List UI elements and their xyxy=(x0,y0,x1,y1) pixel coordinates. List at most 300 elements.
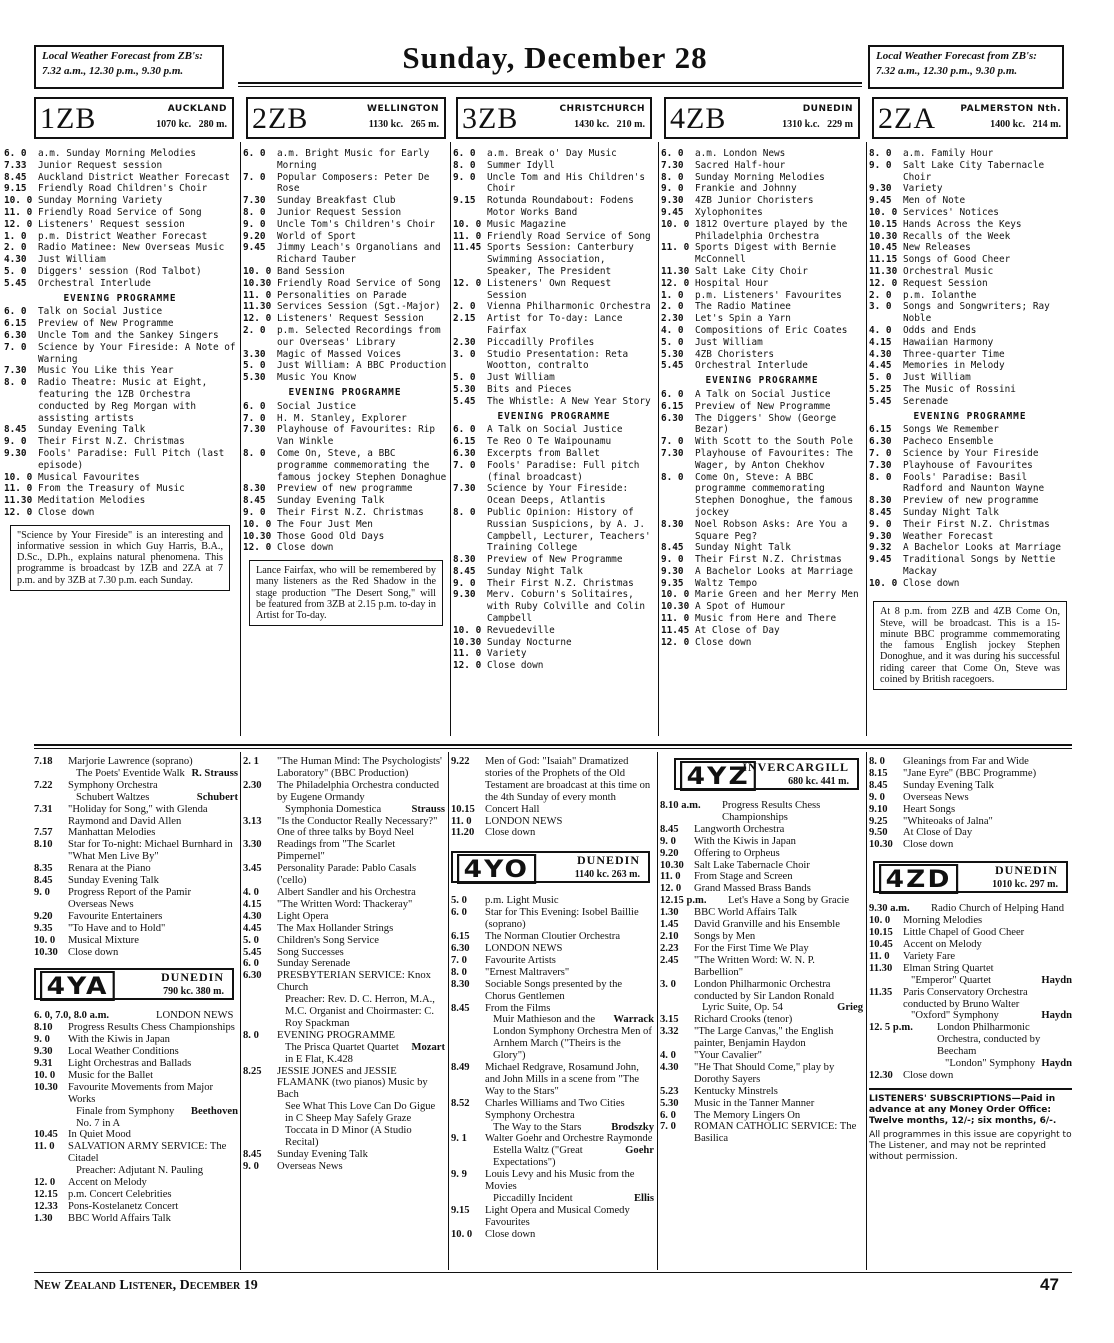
programme-time: 7.30 xyxy=(869,459,892,471)
programme-time: 11.45 xyxy=(661,624,690,636)
programme-title: Close down xyxy=(485,1228,536,1240)
programme-title: H. M. Stanley, Explorer xyxy=(277,412,407,424)
programme-item xyxy=(660,836,863,848)
programme-item xyxy=(451,827,654,839)
composer: Strauss xyxy=(411,803,445,815)
programme-item xyxy=(451,967,654,979)
programme-title: Jimmy Leach's Organolians and Richard Tauber xyxy=(277,242,441,266)
programme-title: Just William xyxy=(695,336,763,348)
schedule-2za xyxy=(869,148,1071,690)
programme-time: 6.15 xyxy=(4,318,27,330)
programme-time: 11. 0 xyxy=(660,871,681,883)
programme-title: Radio Theatre: Music at Eight, featuring the 1ZB Orchestra conducted by Reg Morgan with assisting artists xyxy=(38,377,208,424)
weather-forecast-left xyxy=(34,45,224,89)
programme-item xyxy=(453,372,655,384)
programme-item xyxy=(243,172,447,196)
programme-title: Radio Church of Helping Hand xyxy=(931,903,1064,915)
programme-title: Preview of New Programme xyxy=(487,554,623,566)
programme-title: Symphony Orchestra xyxy=(68,779,158,791)
programme-title: a.m. London News xyxy=(695,148,786,159)
programme-item xyxy=(661,325,863,337)
schedule-4zb xyxy=(661,148,863,648)
programme-time: 6. 0 xyxy=(660,1109,676,1121)
programme-title: Little Chapel of Good Cheer xyxy=(903,927,1025,939)
programme-time: 2.15 xyxy=(453,313,476,325)
programme-item xyxy=(34,1034,238,1046)
station-header-1zb xyxy=(34,97,234,139)
station-freq: 1130 kc. 265 m. xyxy=(368,119,439,130)
programme-title: Sunday Evening Talk xyxy=(68,875,159,887)
programme-item xyxy=(34,1201,238,1213)
programme-item xyxy=(243,424,447,448)
programme-subtitle: Symphonia Domestica xyxy=(285,803,382,815)
programme-time: 2.23 xyxy=(660,942,679,954)
programme-title: Xylophonites xyxy=(695,206,763,218)
programme-time: 6. 0 xyxy=(243,400,266,412)
programme-time: 8. 0 xyxy=(661,471,684,483)
programme-time: 9.45 xyxy=(661,206,684,218)
programme-item xyxy=(869,160,1071,184)
programme-item xyxy=(451,1098,654,1134)
programme-title: Playhouse of Favourites: The Wager, by Anton Chekhov xyxy=(695,447,854,471)
programme-time: 8. 0 xyxy=(453,506,476,518)
programme-item xyxy=(243,360,447,372)
programme-time: 5.45 xyxy=(243,946,262,958)
station-call: 4YO xyxy=(457,854,536,884)
programme-time: 8.45 xyxy=(869,779,888,791)
programme-item xyxy=(4,424,236,436)
programme-item xyxy=(660,1086,863,1098)
station-freq: 1070 kc. 280 m. xyxy=(156,119,227,130)
programme-time: 9.45 xyxy=(243,242,266,254)
programme-item xyxy=(243,1030,445,1066)
programme-title: Grand Massed Brass Bands xyxy=(694,883,811,895)
programme-item xyxy=(4,183,236,195)
programme-item xyxy=(661,301,863,313)
programme-title: A Talk on Social Justice xyxy=(487,424,623,436)
programme-title: Salt Lake City Choir xyxy=(695,265,808,277)
programme-title: Their First N.Z. Christmas xyxy=(903,518,1050,530)
programme-time: 10.30 xyxy=(243,530,272,542)
programme-item xyxy=(243,448,447,483)
programme-title: From the Treasury of Music xyxy=(38,483,185,495)
programme-time: 9.35 xyxy=(661,577,684,589)
programme-title: p.m. Light Music xyxy=(485,895,559,907)
programme-time: 9.30 xyxy=(34,1046,53,1058)
programme-item xyxy=(453,172,655,196)
programme-title: Music You Like this Year xyxy=(38,365,174,377)
composer: Brodszky xyxy=(611,1121,654,1133)
programme-title: Piccadilly Profiles xyxy=(487,336,595,348)
programme-item xyxy=(243,958,445,970)
programme-item xyxy=(661,554,863,566)
programme-title: "Is the Conductor Really Necessary?" One of three talks by Boyd Neel xyxy=(277,815,438,839)
programme-time: 9. 0 xyxy=(243,506,266,518)
programme-item xyxy=(34,947,238,959)
programme-time: 7.30 xyxy=(453,483,476,495)
programme-title: Weather Forecast xyxy=(903,530,994,542)
programme-title: Radio Matinee: New Overseas Music xyxy=(38,242,225,254)
programme-item xyxy=(4,318,236,330)
station-header-4ya xyxy=(34,968,234,1000)
programme-item xyxy=(243,911,445,923)
programme-item xyxy=(869,578,1071,590)
programme-item xyxy=(453,460,655,484)
programme-detail xyxy=(277,994,445,1030)
programme-item xyxy=(243,935,445,947)
programme-time: 9. 9 xyxy=(451,1169,467,1181)
programme-item xyxy=(453,578,655,590)
programme-item xyxy=(869,1070,1072,1082)
programme-time: 10. 0 xyxy=(453,624,482,636)
programme-title: Paris Conservatory Orchestra conducted by Bruno Walter xyxy=(903,986,1028,1010)
programme-time: 6.15 xyxy=(453,436,476,448)
programme-title: Overseas News xyxy=(277,1160,343,1172)
weather-left-line1: Local Weather Forecast from ZB's: xyxy=(42,50,203,62)
programme-item xyxy=(34,1141,238,1177)
programme-title: Friendly Road Service of Song xyxy=(487,230,651,242)
programme-time: 10. 0 xyxy=(4,471,33,483)
programme-time: 9.30 xyxy=(4,447,27,459)
programme-title: JESSIE JONES and JESSIE FLAMANK (two pianos) Music by Bach xyxy=(277,1065,428,1101)
programme-title: Close down xyxy=(38,506,95,518)
programme-time: 11. 0 xyxy=(453,230,482,242)
programme-time: 8. 0 xyxy=(4,377,27,389)
programme-time: 8.15 xyxy=(869,767,888,779)
programme-title: Compositions of Eric Coates xyxy=(695,324,848,336)
programme-time: 4.30 xyxy=(869,348,892,360)
programme-item xyxy=(660,943,863,955)
programme-subtitle: Estella Waltz ("Great Expectations") xyxy=(493,1145,583,1169)
programme-title: Overseas News xyxy=(68,898,134,910)
programme-title: Bits and Pieces xyxy=(487,383,572,395)
programme-title: Light Orchestras and Ballads xyxy=(68,1058,192,1070)
programme-title: Songs of Good Cheer xyxy=(903,254,1011,266)
programme-time: 10.45 xyxy=(34,1129,58,1141)
programme-time: 7. 0 xyxy=(453,459,476,471)
station-call: 2ZB xyxy=(252,102,309,135)
programme-item xyxy=(243,349,447,361)
programme-title: A Bachelor Looks at Marriage xyxy=(695,565,854,577)
programme-detail xyxy=(277,1101,445,1149)
programme-time: 12. 5 p.m. xyxy=(869,1022,913,1034)
programme-item xyxy=(34,1070,238,1082)
programme-time: 7.33 xyxy=(4,159,27,171)
programme-title: Close down xyxy=(277,542,334,554)
station-freq: 1010 kc. 297 m. xyxy=(992,879,1058,891)
programme-item xyxy=(661,413,863,437)
programme-time: 11. 0 xyxy=(4,483,33,495)
programme-title: Memories in Melody xyxy=(903,360,1005,372)
programme-time: 9.10 xyxy=(869,803,888,815)
programme-title: Sunday Evening Talk xyxy=(277,1148,368,1160)
programme-time: 8.49 xyxy=(451,1062,470,1074)
programme-item xyxy=(869,254,1071,266)
programme-time: 8.45 xyxy=(4,424,27,436)
programme-item xyxy=(869,827,1072,839)
schedule-3zb xyxy=(453,148,655,672)
station-freq: 1140 kc. 263 m. xyxy=(574,869,640,881)
programme-item xyxy=(34,780,238,804)
footer-rule xyxy=(34,1272,1072,1273)
programme-item xyxy=(243,816,445,840)
programme-item xyxy=(661,613,863,625)
programme-title: Star for To-night: Michael Burnhard in "What Men Live By" xyxy=(68,839,233,863)
programme-item xyxy=(4,330,236,342)
weather-left-line2: 7.32 a.m., 12.30 p.m., 9.30 p.m. xyxy=(42,65,184,77)
programme-time: 12. 0 xyxy=(661,277,690,289)
column-divider xyxy=(240,752,241,1270)
programme-title: Just William: A BBC Production xyxy=(277,360,447,372)
programme-time: 9.22 xyxy=(451,756,470,767)
programme-subtitle: The Way to the Stars xyxy=(493,1121,582,1133)
programme-time: 6. 0 xyxy=(243,148,266,159)
programme-item xyxy=(451,979,654,1003)
programme-time: 8. 0 xyxy=(869,148,892,159)
programme-title: The Diggers' Show (George Bezar) xyxy=(695,412,837,436)
programme-item xyxy=(453,589,655,624)
programme-time: 11. 0 xyxy=(4,206,33,218)
programme-item xyxy=(453,648,655,660)
programme-time: 11.30 xyxy=(661,265,690,277)
programme-item xyxy=(869,242,1071,254)
column-divider xyxy=(450,142,451,736)
programme-time: 2. 0 xyxy=(4,242,27,254)
programme-item xyxy=(451,943,654,955)
programme-time: 11. 0 xyxy=(243,289,272,301)
programme-title: London Philharmonic Orchestra conducted by Sir Landon Ronald xyxy=(694,978,835,1002)
programme-item xyxy=(660,860,863,872)
programme-time: 11.30 xyxy=(869,265,898,277)
programme-item xyxy=(4,172,236,184)
programme-time: 10. 0 xyxy=(34,934,56,946)
programme-title: Playhouse of Favourites xyxy=(903,459,1033,471)
station-header-2za xyxy=(872,97,1068,139)
programme-item xyxy=(661,360,863,372)
programme-time: 4.30 xyxy=(4,254,27,266)
programme-item xyxy=(869,531,1071,543)
programme-item xyxy=(453,278,655,302)
programme-title: "Jane Eyre" (BBC Programme) xyxy=(903,767,1037,779)
programme-title: From Stage and Screen xyxy=(694,871,793,883)
programme-title: At Close of Day xyxy=(695,624,780,636)
programme-item xyxy=(34,827,238,839)
programme-subtitle: Finale from Symphony No. 7 in A xyxy=(76,1105,175,1129)
programme-item xyxy=(869,396,1071,408)
programme-title: Favourite Movements from Major Works xyxy=(68,1081,214,1105)
column-divider xyxy=(448,752,449,1270)
programme-title: Hospital Hour xyxy=(695,277,769,289)
programme-title: With the Kiwis in Japan xyxy=(68,1034,170,1046)
programme-time: 3. 0 xyxy=(660,978,676,990)
column-divider xyxy=(657,752,658,1270)
programme-item xyxy=(660,1062,863,1086)
programme-detail xyxy=(68,792,238,804)
programme-title: Excerpts from Ballet xyxy=(487,447,600,459)
programme-item xyxy=(869,495,1071,507)
programme-item xyxy=(34,1010,238,1022)
programme-item xyxy=(661,349,863,361)
programme-time: 7. 0 xyxy=(451,954,467,966)
programme-item xyxy=(660,907,863,919)
programme-item xyxy=(243,863,445,887)
programme-time: 9.31 xyxy=(34,1058,53,1070)
programme-time: 11. 0 xyxy=(451,815,472,827)
column-divider xyxy=(866,752,867,1270)
programme-title: Sunday Evening Talk xyxy=(38,424,146,436)
programme-item xyxy=(869,384,1071,396)
station-city: INVERCARGILL xyxy=(742,760,849,774)
programme-time: 11. 0 xyxy=(453,648,482,660)
programme-time: 9.20 xyxy=(34,910,53,922)
programme-title: Variety xyxy=(903,183,943,195)
programme-title: With Scott to the South Pole xyxy=(695,436,854,448)
programme-title: Their First N.Z. Christmas xyxy=(277,506,424,518)
programme-title: Services' Notices xyxy=(903,206,999,218)
programme-time: 10.30 xyxy=(869,839,893,851)
programme-item xyxy=(4,207,236,219)
programme-item xyxy=(34,923,238,935)
programme-item xyxy=(243,195,447,207)
programme-title: Elman String Quartet xyxy=(903,962,994,974)
programme-item xyxy=(34,863,238,875)
programme-title: Close down xyxy=(68,946,119,958)
programme-time: 7.18 xyxy=(34,756,53,767)
programme-title: Just William xyxy=(38,254,106,266)
programme-item xyxy=(869,768,1072,780)
programme-title: Traditional Songs by Nettie Mackay xyxy=(903,554,1056,577)
title-rule-thin xyxy=(238,86,862,87)
programme-title: Sunday Breakfast Club xyxy=(277,195,396,207)
weather-forecast-right xyxy=(868,45,1064,89)
programme-title: Their First N.Z. Christmas xyxy=(38,436,185,448)
programme-time: 9.32 xyxy=(869,542,892,554)
programme-item xyxy=(661,578,863,590)
programme-time: 5. 0 xyxy=(869,372,892,384)
programme-title: A Spot of Humour xyxy=(695,601,786,613)
programme-time: 9.30 xyxy=(661,565,684,577)
programme-time: 5. 0 xyxy=(661,336,684,348)
programme-title: Michael Redgrave, Rosamund John, and John Mills in a scene from "The Way to the Stars" xyxy=(485,1062,640,1097)
programme-item xyxy=(453,160,655,172)
programme-time: 5.45 xyxy=(869,395,892,407)
programme-item xyxy=(869,436,1071,448)
programme-item xyxy=(4,242,236,254)
programme-time: 8.45 xyxy=(34,875,53,887)
programme-time: 2. 0 xyxy=(661,301,684,313)
programme-time: 10. 0 xyxy=(34,1069,56,1081)
programme-item xyxy=(34,1046,238,1058)
programme-title: Talk on Social Justice xyxy=(38,306,163,318)
programme-title: Orchestral Interlude xyxy=(38,277,151,289)
programme-title: Junior Request session xyxy=(38,159,163,171)
programme-time: 7. 0 xyxy=(243,412,266,424)
programme-item xyxy=(660,1110,863,1122)
programme-title: A Talk on Social Justice xyxy=(695,388,831,400)
programme-time: 9.30 xyxy=(453,589,476,601)
programme-title: Odds and Ends xyxy=(903,324,977,336)
programme-title: Heart Songs xyxy=(903,803,956,815)
programme-item xyxy=(243,756,445,780)
programme-item xyxy=(869,554,1071,578)
programme-title: p.m. Concert Celebrities xyxy=(68,1189,172,1200)
programme-title: Vienna Philharmonic Orchestra xyxy=(487,301,651,313)
programme-title: Come On, Steve, a BBC programme commemorating the famous jockey Stephen Donaghue xyxy=(277,447,447,483)
schedule-4zd xyxy=(869,756,1072,1163)
programme-time: 11. 0 xyxy=(869,950,890,962)
programme-time: 7.22 xyxy=(34,779,53,791)
evening-programme-heading: EVENING PROGRAMME xyxy=(63,292,177,304)
station-call: 3ZB xyxy=(462,102,519,135)
programme-time: 5. 0 xyxy=(451,895,467,907)
programme-time: 5. 0 xyxy=(243,934,259,946)
programme-item xyxy=(869,780,1072,792)
programme-time: 4. 0 xyxy=(661,324,684,336)
programme-time: 7.30 xyxy=(661,159,684,171)
programme-time: 11.45 xyxy=(453,242,482,254)
programme-title: Walter Goehr and Orchestre Raymonde xyxy=(485,1133,653,1145)
programme-item xyxy=(243,219,447,231)
programme-item xyxy=(34,1213,238,1225)
programme-time: 3. 0 xyxy=(869,301,892,313)
programme-time: 9.30 a.m. xyxy=(869,903,910,915)
programme-title: Fools' Paradise: Full Pitch (last episode) xyxy=(38,447,225,471)
programme-detail xyxy=(694,1002,863,1014)
programme-title: Pacheco Ensemble xyxy=(903,436,994,448)
programme-time: 8.45 xyxy=(660,823,679,835)
station-city: DUNEDIN xyxy=(160,970,224,985)
programme-item xyxy=(661,589,863,601)
programme-item xyxy=(660,955,863,979)
programme-title: Progress Report of the Pamir xyxy=(68,886,191,898)
programme-title: The Radio Matinee xyxy=(695,301,791,313)
station-freq: 1400 kc. 214 m. xyxy=(990,119,1061,130)
programme-subtitle: Piccadilly Incident xyxy=(493,1193,573,1204)
programme-title: Gleanings from Far and Wide xyxy=(903,756,1029,767)
programme-title: Friendly Road Children's Choir xyxy=(38,183,208,195)
programme-title: The Four Just Men xyxy=(277,518,373,530)
programme-time: 8.30 xyxy=(661,518,684,530)
programme-title: SALVATION ARMY SERVICE: The Citadel xyxy=(68,1141,227,1165)
programme-item xyxy=(453,148,655,160)
programme-title: Sunday Evening Talk xyxy=(277,495,385,507)
programme-title: Summer Idyll xyxy=(487,159,555,171)
programme-detail xyxy=(903,975,1072,987)
programme-time: 4. 0 xyxy=(660,1050,676,1062)
programme-item xyxy=(869,987,1072,1023)
section-divider xyxy=(34,744,1072,746)
programme-title: p.m. Iolanthe xyxy=(903,289,977,301)
programme-title: 4ZB Choristers xyxy=(695,348,775,360)
programme-title: Science by Your Fireside xyxy=(903,447,1039,459)
station-freq: 1310 k.c. 229 m xyxy=(782,119,853,130)
programme-time: 5.30 xyxy=(243,372,266,384)
programme-time: 9. 0 xyxy=(869,791,885,803)
programme-time: 9. 0 xyxy=(453,171,476,183)
programme-item xyxy=(661,389,863,401)
programme-title: Albert Sandler and his Orchestra xyxy=(277,886,416,898)
programme-time: 9.15 xyxy=(451,1204,470,1216)
programme-time: 11. 0 xyxy=(34,1141,55,1153)
programme-time: 10. 0 xyxy=(243,265,272,277)
programme-title: Serenade xyxy=(903,395,949,407)
programme-time: 11. 0 xyxy=(661,242,690,254)
programme-item xyxy=(34,899,238,911)
programme-title: "To Have and to Hold" xyxy=(68,922,166,934)
programme-item xyxy=(869,963,1072,987)
programme-title: Waltz Tempo xyxy=(695,577,758,589)
section-divider-thin xyxy=(34,748,1072,749)
